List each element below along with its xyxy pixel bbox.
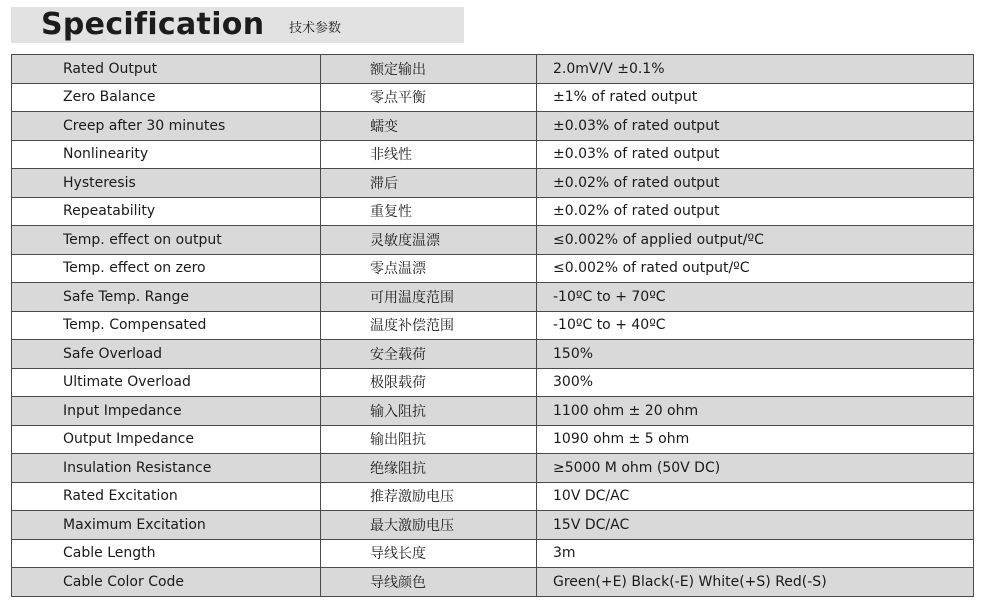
spec-name-cn: 滞后 [321,169,537,198]
spec-value: 2.0mV/V ±0.1% [537,55,974,84]
spec-name-en: Cable Length [12,539,321,568]
spec-name-cn: 温度补偿范围 [321,311,537,340]
spec-value: 1090 ohm ± 5 ohm [537,425,974,454]
spec-value: Green(+E) Black(-E) White(+S) Red(-S) [537,568,974,597]
spec-name-cn: 导线颜色 [321,568,537,597]
table-row [12,397,974,426]
spec-name-en: Temp. Compensated [12,311,321,340]
spec-name-en: Nonlinearity [12,140,321,169]
spec-value: -10ºC to + 40ºC [537,311,974,340]
spec-value: ≤0.002% of rated output/ºC [537,254,974,283]
table-row [12,226,974,255]
table-row [12,425,974,454]
spec-value: ≤0.002% of applied output/ºC [537,226,974,255]
spec-name-en: Safe Overload [12,340,321,369]
spec-name-en: Safe Temp. Range [12,283,321,312]
specification-table [11,54,974,597]
table-row [12,197,974,226]
table-row [12,482,974,511]
spec-name-cn: 推荐激励电压 [321,482,537,511]
spec-name-en: Rated Excitation [12,482,321,511]
table-row [12,568,974,597]
spec-name-cn: 零点温漂 [321,254,537,283]
table-row [12,311,974,340]
table-row [12,368,974,397]
table-row [12,83,974,112]
title-bar [11,7,464,43]
spec-name-cn: 重复性 [321,197,537,226]
table-row [12,112,974,141]
spec-value: 300% [537,368,974,397]
spec-name-en: Zero Balance [12,83,321,112]
spec-name-cn: 极限载荷 [321,368,537,397]
spec-name-en: Temp. effect on output [12,226,321,255]
spec-name-en: Maximum Excitation [12,511,321,540]
spec-value: ±0.02% of rated output [537,197,974,226]
spec-name-en: Insulation Resistance [12,454,321,483]
spec-name-en: Hysteresis [12,169,321,198]
spec-name-cn: 非线性 [321,140,537,169]
table-row [12,55,974,84]
spec-value: -10ºC to + 70ºC [537,283,974,312]
spec-value: 1100 ohm ± 20 ohm [537,397,974,426]
spec-value: 150% [537,340,974,369]
table-row [12,169,974,198]
spec-name-en: Creep after 30 minutes [12,112,321,141]
spec-value: ±0.03% of rated output [537,112,974,141]
spec-name-en: Ultimate Overload [12,368,321,397]
page-title: Specification [41,7,265,42]
spec-name-cn: 可用温度范围 [321,283,537,312]
spec-value: ≥5000 M ohm (50V DC) [537,454,974,483]
table-row [12,511,974,540]
spec-name-cn: 导线长度 [321,539,537,568]
spec-value: 15V DC/AC [537,511,974,540]
spec-name-en: Temp. effect on zero [12,254,321,283]
spec-name-cn: 额定输出 [321,55,537,84]
spec-name-en: Input Impedance [12,397,321,426]
spec-name-cn: 灵敏度温漂 [321,226,537,255]
table-row [12,254,974,283]
spec-name-en: Output Impedance [12,425,321,454]
spec-name-cn: 输出阻抗 [321,425,537,454]
spec-name-en: Repeatability [12,197,321,226]
table-row [12,539,974,568]
spec-name-cn: 绝缘阻抗 [321,454,537,483]
spec-name-en: Cable Color Code [12,568,321,597]
spec-name-cn: 最大激励电压 [321,511,537,540]
table-row [12,283,974,312]
table-row [12,454,974,483]
spec-value: ±1% of rated output [537,83,974,112]
spec-name-cn: 零点平衡 [321,83,537,112]
spec-value: 10V DC/AC [537,482,974,511]
spec-value: 3m [537,539,974,568]
spec-name-cn: 蠕变 [321,112,537,141]
spec-value: ±0.03% of rated output [537,140,974,169]
spec-name-cn: 输入阻抗 [321,397,537,426]
table-row [12,340,974,369]
spec-name-cn: 安全载荷 [321,340,537,369]
page-subtitle: 技术参数 [289,21,342,36]
spec-value: ±0.02% of rated output [537,169,974,198]
table-row [12,140,974,169]
spec-name-en: Rated Output [12,55,321,84]
